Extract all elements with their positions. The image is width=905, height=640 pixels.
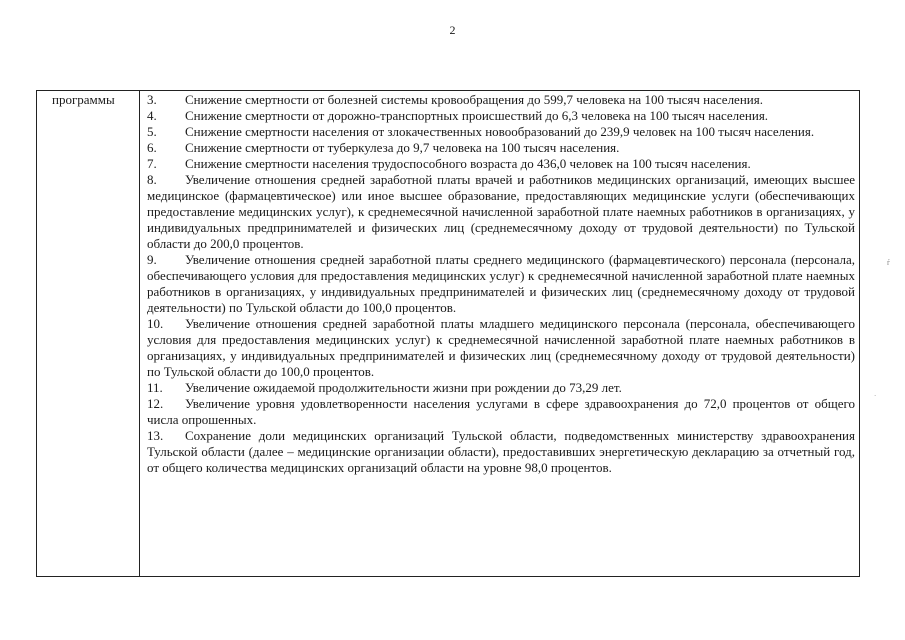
item-text: Увеличение отношения средней заработной платы младшего медицинского персонала (персонала, обеспечивающего условия для предоставления медицинских услуг) к среднемесячной начисленной заработной плате наемных работников в организациях, у индивидуальных предпринимателей и физических лиц (среднемесячному доходу от трудовой деятельности) по Тульской области до 100,0 процентов. xyxy=(147,316,855,379)
item-number: 4. xyxy=(147,108,157,123)
item-text: Увеличение отношения средней заработной платы врачей и работников медицинских организаций, имеющих высшее медицинское (фармацевтическое) или иное высшее образование, предоставляющих медицинские услуги (обеспечивающих предоставление медицинских услуг), к среднемесячной начисленной заработной плате наемных работников в организациях, у индивидуальных предпринимателей и физических лиц (среднемесячному доходу от трудовой деятельности) по Тульской области до 200,0 процентов. xyxy=(147,172,855,251)
list-item xyxy=(147,316,855,380)
list-item xyxy=(147,108,855,124)
list-item xyxy=(147,172,855,252)
item-text: Снижение смертности населения от злокачественных новообразований до 239,9 человек на 100 тысяч населения. xyxy=(185,124,815,139)
list-item xyxy=(147,140,855,156)
table-label-cell xyxy=(37,91,140,576)
table-label: программы xyxy=(52,92,115,107)
item-text: Снижение смертности от туберкулеза до 9,7 человека на 100 тысяч населения. xyxy=(185,140,620,155)
item-number: 11. xyxy=(147,380,163,395)
item-text: Снижение смертности населения трудоспособного возраста до 436,0 человек на 100 тысяч населения. xyxy=(185,156,751,171)
list-item xyxy=(147,252,855,316)
list-item xyxy=(147,156,855,172)
item-number: 10. xyxy=(147,316,164,331)
list-item xyxy=(147,428,855,476)
table-content-cell xyxy=(147,92,855,476)
item-text: Снижение смертности от дорожно-транспортных происшествий до 6,3 человека на 100 тысяч населения. xyxy=(185,108,769,123)
program-table xyxy=(36,90,860,577)
list-item xyxy=(147,92,855,108)
item-number: 7. xyxy=(147,156,157,171)
list-item xyxy=(147,124,855,140)
item-number: 9. xyxy=(147,252,157,267)
item-text: Увеличение уровня удовлетворенности населения услугами в сфере здравоохранения до 72,0 процентов от общего числа опрошенных. xyxy=(147,396,855,427)
list-item xyxy=(147,380,855,396)
scan-mark: ˑ xyxy=(874,392,877,401)
item-number: 5. xyxy=(147,124,157,139)
item-number: 6. xyxy=(147,140,157,155)
item-text: Увеличение ожидаемой продолжительности жизни при рождении до 73,29 лет. xyxy=(185,380,622,395)
item-text: Снижение смертности от болезней системы кровообращения до 599,7 человека на 100 тысяч населения. xyxy=(185,92,763,107)
page-number: 2 xyxy=(449,23,456,37)
item-number: 8. xyxy=(147,172,157,187)
list-item xyxy=(147,396,855,428)
item-text: Увеличение отношения средней заработной платы среднего медицинского (фармацевтического) персонала (персонала, обеспечивающего условия для предоставления медицинских услуг) к среднемесячной начисленной заработной плате наемных работников в организациях, у индивидуальных предпринимателей и физических лиц (среднемесячному доходу от трудовой деятельности) по Тульской области до 100,0 процентов. xyxy=(147,252,855,315)
item-number: 13. xyxy=(147,428,164,443)
item-number: 12. xyxy=(147,396,164,411)
item-number: 3. xyxy=(147,92,157,107)
scan-mark: ŕ xyxy=(887,258,890,267)
item-text: Сохранение доли медицинских организаций Тульской области, подведомственных министерству здравоохранения Тульской области (далее – медицинские организации области), предоставивших энергетическую декларацию за отчетный год, от общего количества медицинских организаций области на уровне 98,0 процентов. xyxy=(147,428,855,475)
